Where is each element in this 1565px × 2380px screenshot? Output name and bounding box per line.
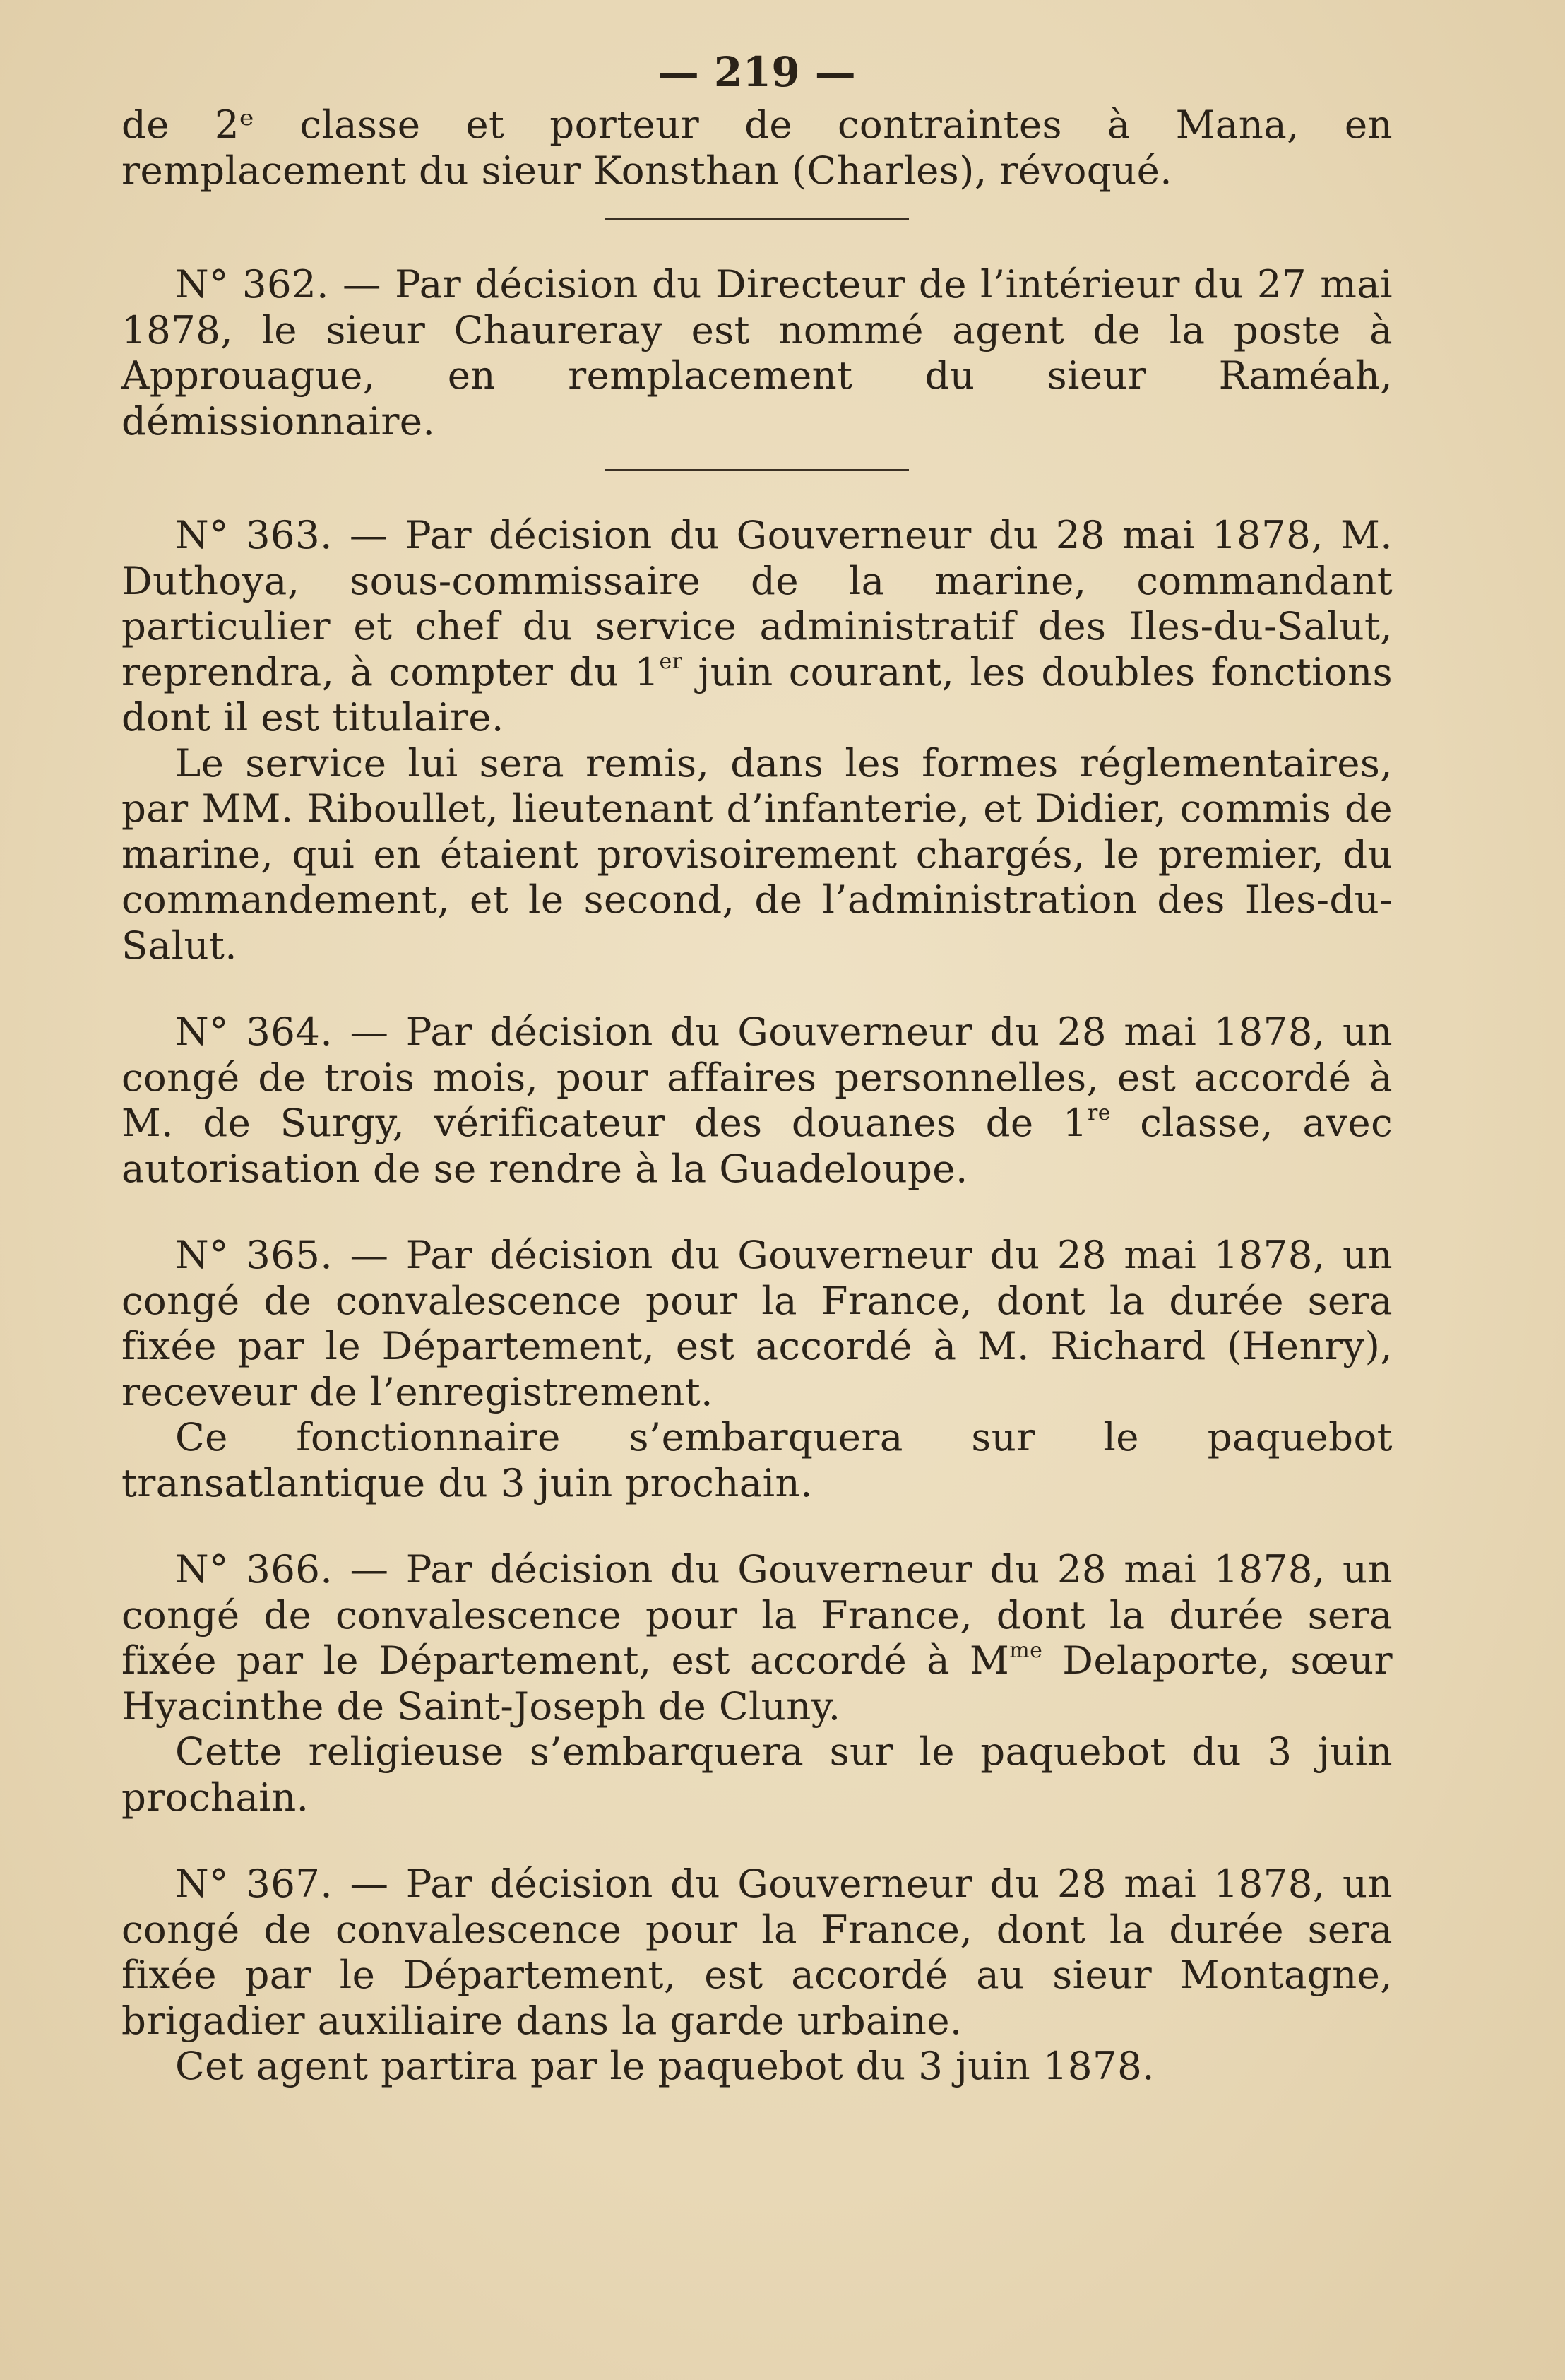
decision-366-text: N° 366. — Par décision du Gouverneur du 28 mai 1878, un congé de convalescence pour la France, dont la durée sera fixée par le Département, est accordé à M xyxy=(121,1546,1393,1683)
paragraph-decision-366-continued: Cette religieuse s’embarquera sur le paquebot du 3 juin prochain. xyxy=(121,1729,1393,1820)
decision-363-text: N° 363. — Par décision du Gouverneur du 28 mai 1878, M. Duthoya, sous-commissaire de la marine, commandant particulier et chef du service administratif des Iles-du-Salut, reprendra, à compter du 1 xyxy=(121,512,1393,694)
paragraph-gap xyxy=(121,1191,1393,1232)
separator-rule xyxy=(605,469,909,471)
paragraph-decision-367-continued: Cet agent partira par le paquebot du 3 juin 1878. xyxy=(175,2043,1155,2088)
paragraph-decision-365-continued: Ce fonctionnaire s’embarquera sur le paquebot transatlantique du 3 juin prochain. xyxy=(121,1414,1393,1505)
paragraph-carryover: de 2ᵉ classe et porteur de contraintes à Mana, en remplacement du sieur Konsthan (Charles), révoqué. xyxy=(121,102,1393,193)
decision-364-text-cont: classe, avec autorisation de se rendre à la Guadeloupe. xyxy=(121,1100,1393,1191)
paragraph-decision-362: N° 362. — Par décision du Directeur de l’intérieur du 27 mai 1878, le sieur Chaureray est nommé agent de la poste à Approuague, en remplacement du sieur Raméah, démissionnaire. xyxy=(121,261,1393,444)
paragraph-decision-364 xyxy=(121,1009,1393,1191)
page-number: — 219 — xyxy=(657,48,857,96)
decision-366-text-cont: Delaporte, sœur Hyacinthe de Saint-Joseph de Cluny. xyxy=(121,1638,1393,1729)
paragraph-decision-363-continued: Le service lui sera remis, dans les formes réglementaires, par MM. Riboullet, lieutenant d’infanterie, et Didier, commis de marine, qui en étaient provisoirement chargés, le premier, du commandement, et le second, de l’administration des Iles-du-Salut. xyxy=(121,740,1393,968)
paragraph-decision-365: N° 365. — Par décision du Gouverneur du 28 mai 1878, un congé de convalescence pour la France, dont la durée sera fixée par le Département, est accordé à M. Richard (Henry), receveur de l’enregistrement. xyxy=(121,1232,1393,1414)
superscript-me: me xyxy=(1009,1638,1043,1663)
paragraph-gap xyxy=(121,1505,1393,1546)
paragraph-gap xyxy=(121,968,1393,1009)
paragraph-decision-366 xyxy=(121,1546,1393,1729)
decision-364-text: N° 364. — Par décision du Gouverneur du 28 mai 1878, un congé de trois mois, pour affaires personnelles, est accordé à M. de Surgy, vérificateur des douanes de 1 xyxy=(121,1009,1393,1145)
superscript-re: re xyxy=(1087,1100,1111,1125)
paragraph-gap xyxy=(121,1820,1393,1861)
decision-363-text-cont: juin courant, les doubles fonctions dont il est titulaire. xyxy=(121,649,1393,740)
separator-rule xyxy=(605,218,909,220)
paragraph-decision-363 xyxy=(121,512,1393,740)
text-block xyxy=(121,42,1393,2089)
paragraph-decision-367: N° 367. — Par décision du Gouverneur du 28 mai 1878, un congé de convalescence pour la France, dont la durée sera fixée par le Département, est accordé au sieur Montagne, brigadier auxiliaire dans la garde urbaine. xyxy=(121,1861,1393,2043)
superscript-er: er xyxy=(659,649,683,675)
